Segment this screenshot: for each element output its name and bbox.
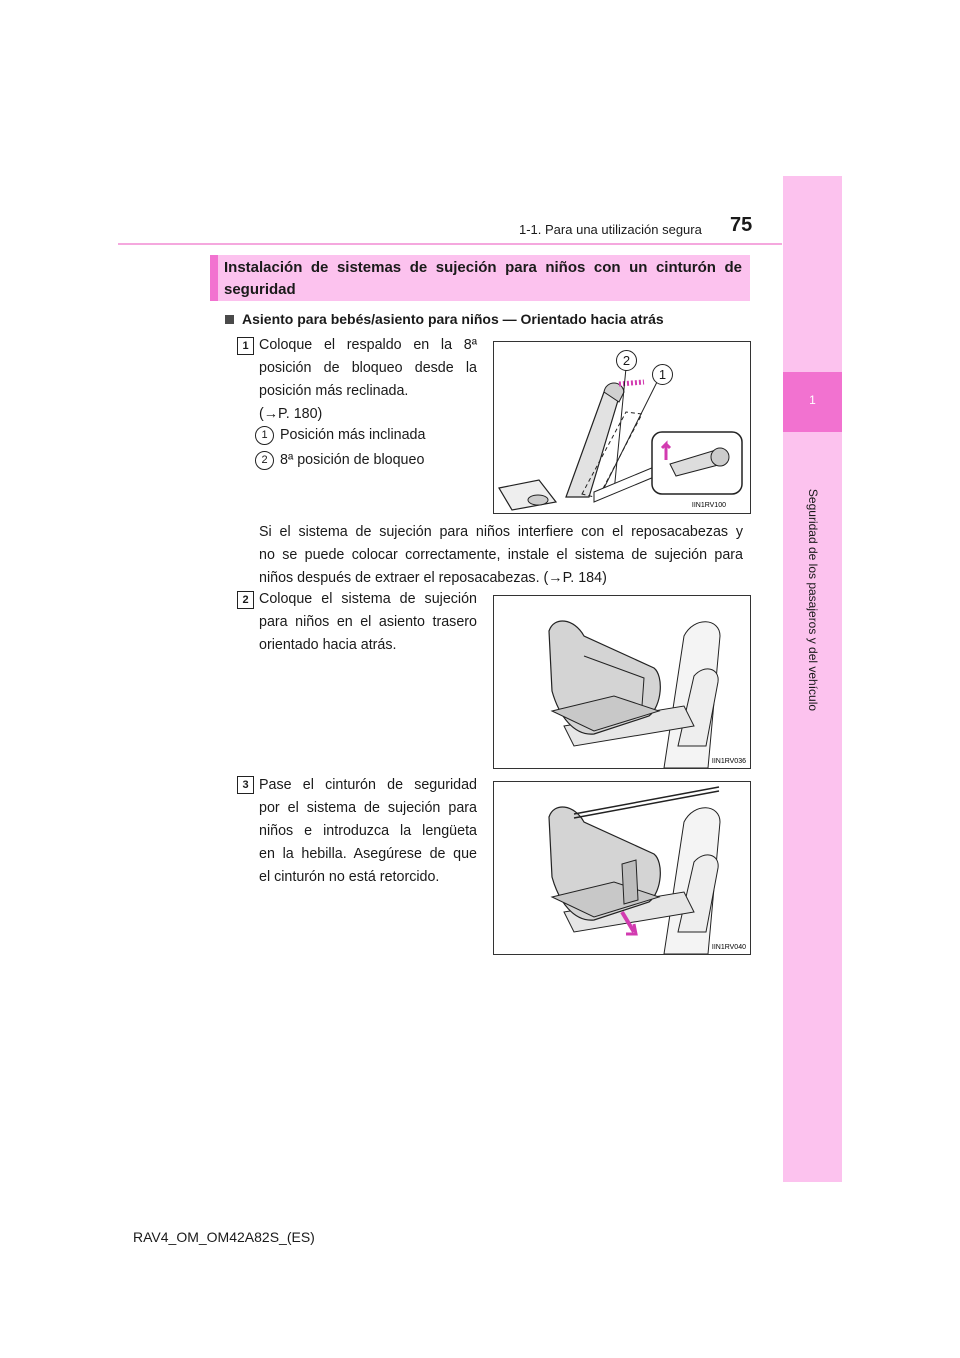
- figure-belt-routing: [493, 781, 751, 955]
- header-rule: [118, 243, 782, 245]
- figure-callout-1: 1: [652, 364, 673, 385]
- section-heading-line-1: Instalación de sistemas de sujeción para niños con un cinturón de: [224, 259, 742, 276]
- section-title: 1-1. Para una utilización segura: [519, 222, 702, 237]
- figure-code: IIN1RV036: [711, 758, 746, 765]
- step-1-line: posición de bloqueo desde la: [259, 360, 477, 376]
- step-1-note-line: Si el sistema de sujeción para niños interfiere con el reposacabezas y: [259, 524, 743, 540]
- step-3-text: [259, 774, 477, 889]
- bullet-square-icon: [225, 315, 234, 324]
- document-code: RAV4_OM_OM42A82S_(ES): [133, 1229, 315, 1245]
- step-1-line: posición más reclinada.: [259, 383, 409, 399]
- figure-code: IIN1RV040: [711, 944, 746, 951]
- section-heading: [224, 257, 742, 301]
- step-2-line: orientado hacia atrás.: [259, 637, 397, 653]
- step-number-2: 2: [237, 591, 254, 609]
- page-number: 75: [730, 214, 753, 236]
- item-number-1: 1: [255, 426, 274, 445]
- figure-callout-2: 2: [616, 350, 637, 371]
- item-number-2: 2: [255, 451, 274, 470]
- item-text-2: 8ª posición de bloqueo: [280, 452, 425, 468]
- figure-code: IIN1RV100: [691, 502, 726, 509]
- step-3-line: el cinturón no está retorcido.: [259, 869, 440, 885]
- bullet-heading: Asiento para bebés/asiento para niños — Orientado hacia atrás: [242, 311, 664, 327]
- step-number-3: 3: [237, 776, 254, 794]
- step-number-1: 1: [237, 337, 254, 355]
- step-1-line: (→P. 180): [259, 406, 323, 422]
- section-heading-line-2: seguridad: [224, 281, 296, 298]
- step-3-line: por el sistema de sujeción para: [259, 800, 477, 816]
- step-2-text: [259, 588, 477, 657]
- child-seat-placed-illustration: [494, 596, 750, 768]
- chapter-number: 1: [809, 393, 816, 407]
- step-1-note-line: niños después de extraer el reposacabezas. (→P. 184): [259, 570, 607, 586]
- step-3-line: en la hebilla. Asegúrese de que: [259, 846, 477, 862]
- belt-routing-illustration: [494, 782, 750, 954]
- figure-child-seat-placed: [493, 595, 751, 769]
- step-3-line: niños e introduzca la lengüeta: [259, 823, 477, 839]
- section-heading-bar: [210, 255, 218, 301]
- step-2-line: Coloque el sistema de sujeción: [259, 591, 477, 607]
- step-1-note-line: no se puede colocar correctamente, instale el sistema de sujeción para: [259, 547, 743, 563]
- step-3-line: Pase el cinturón de seguridad: [259, 777, 477, 793]
- chapter-title: Seguridad de los pasajeros y del vehículo: [806, 488, 820, 712]
- item-text-1: Posición más inclinada: [280, 427, 426, 443]
- step-2-line: para niños en el asiento trasero: [259, 614, 477, 630]
- step-1-text: [259, 334, 477, 426]
- step-1-line: Coloque el respaldo en la 8ª: [259, 337, 477, 353]
- step-1-note: [259, 521, 743, 590]
